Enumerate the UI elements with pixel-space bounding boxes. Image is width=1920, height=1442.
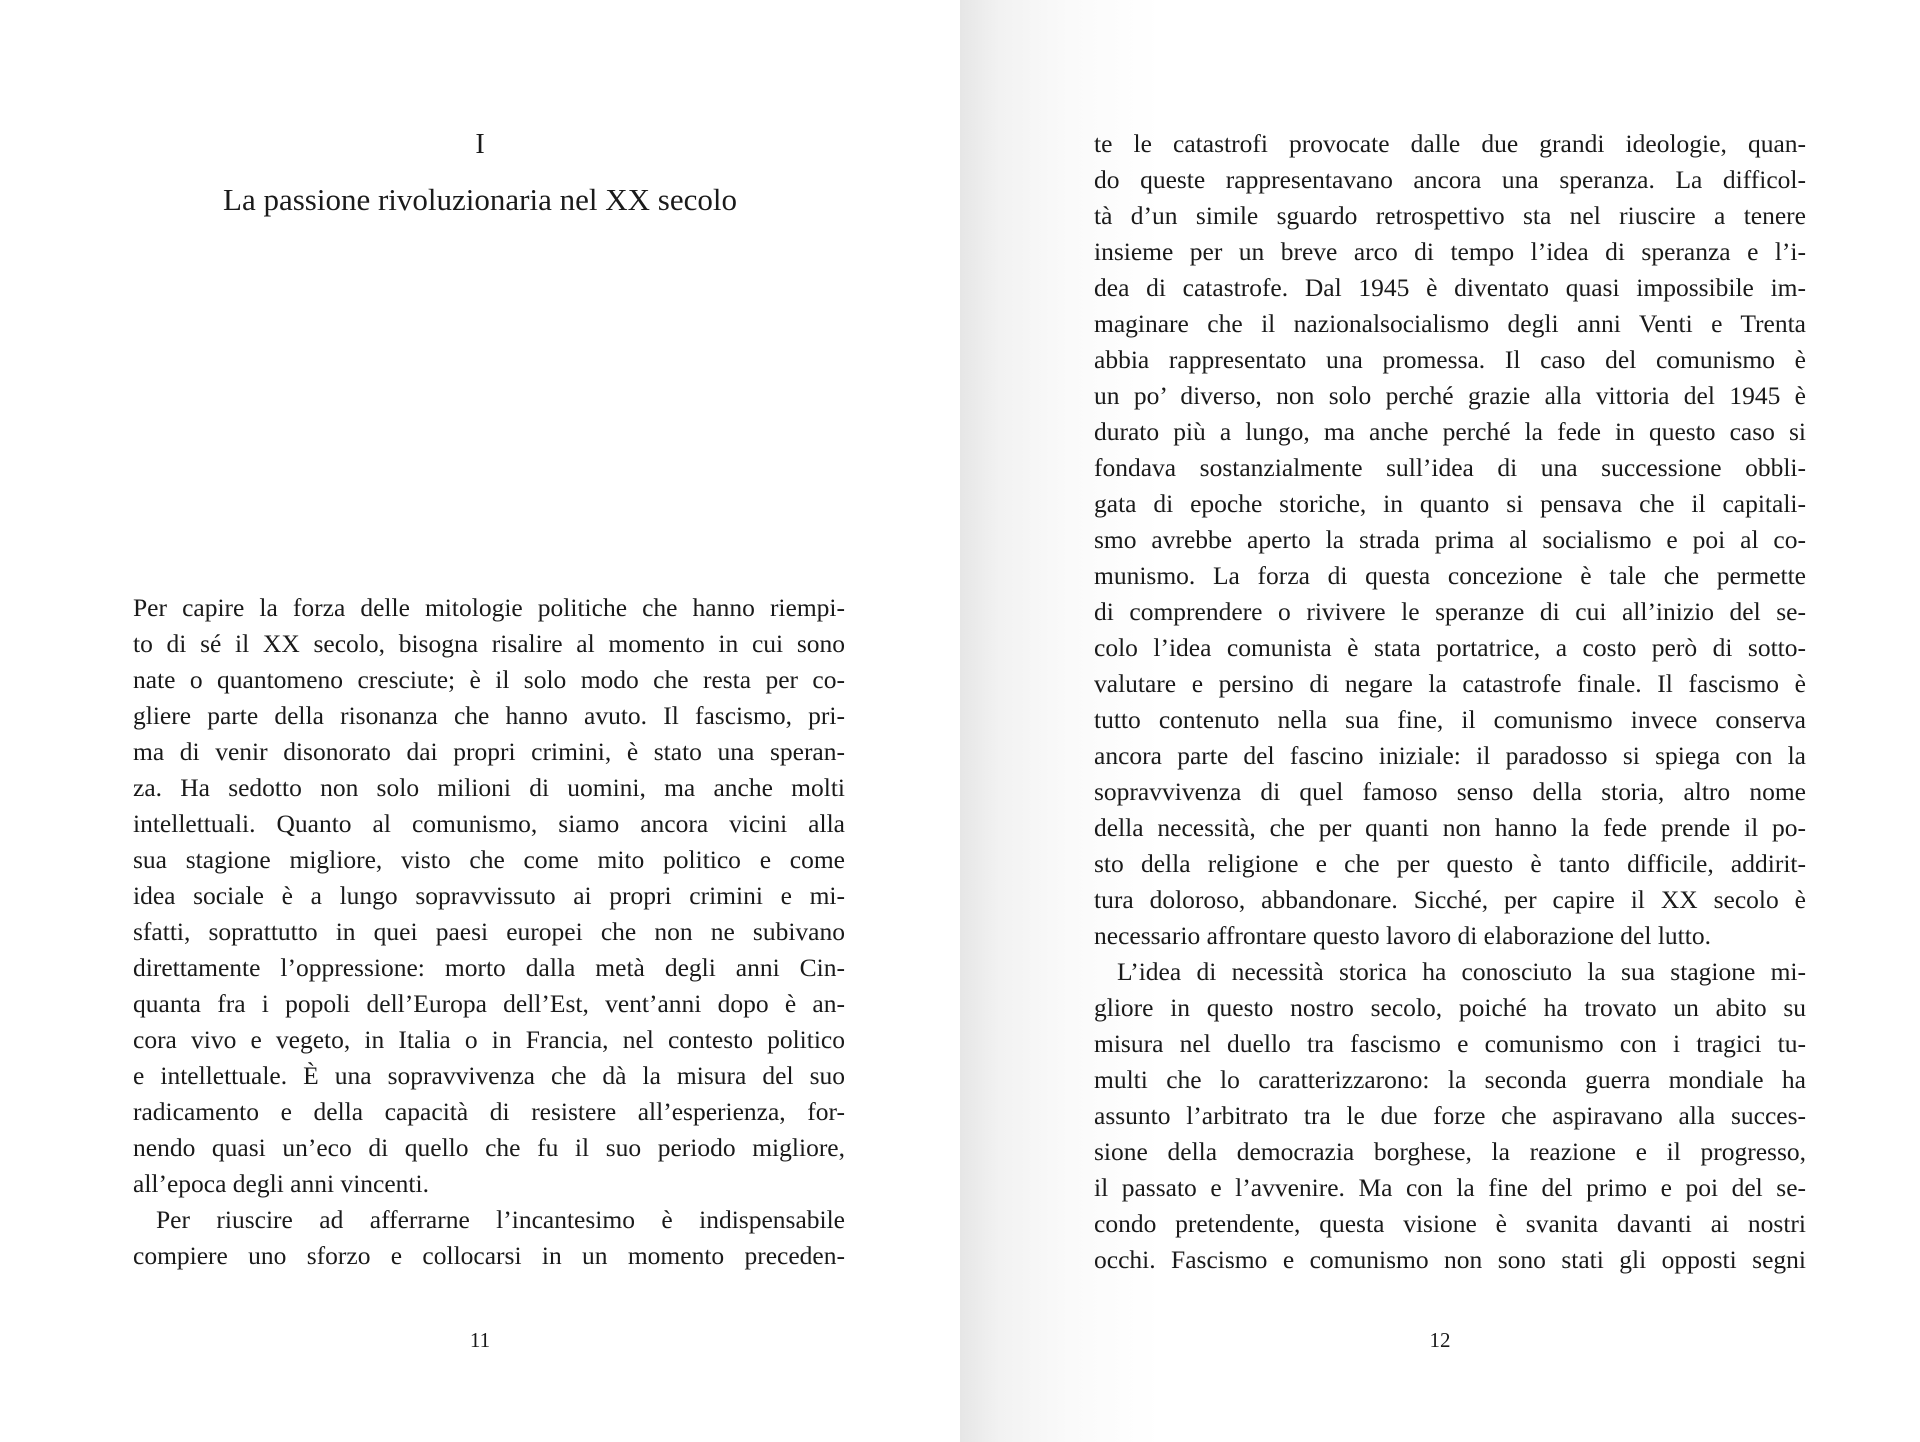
text-line: ma di venir disonorato dai propri crimini, è stato una speran- xyxy=(133,737,845,766)
text-line: tura doloroso, abbandonare. Sicché, per capire il XX secolo è xyxy=(1094,885,1806,914)
right-body-text xyxy=(1094,126,1806,1278)
text-line: occhi. Fascismo e comunismo non sono stati gli opposti segni xyxy=(1094,1245,1806,1274)
text-line: idea sociale è a lungo sopravvissuto ai propri crimini e mi- xyxy=(133,881,845,910)
text-line: di comprendere o rivivere le speranze di cui all’inizio del se- xyxy=(1094,597,1806,626)
text-line: abbia rappresentato una promessa. Il caso del comunismo è xyxy=(1094,345,1806,374)
text-line: nendo quasi un’eco di quello che fu il suo periodo migliore, xyxy=(133,1133,845,1162)
text-line: compiere uno sforzo e collocarsi in un momento preceden- xyxy=(133,1241,845,1270)
text-line: durato più a lungo, ma anche perché la fede in questo caso si xyxy=(1094,417,1806,446)
text-line: L’idea di necessità storica ha conosciuto la sua stagione mi- xyxy=(1117,957,1806,986)
text-line: gata di epoche storiche, in quanto si pensava che il capitali- xyxy=(1094,489,1806,518)
text-line: assunto l’arbitrato tra le due forze che aspiravano alla succes- xyxy=(1094,1101,1806,1130)
text-line: un po’ diverso, non solo perché grazie alla vittoria del 1945 è xyxy=(1094,381,1806,410)
text-line: sfatti, soprattutto in quei paesi europei che non ne subivano xyxy=(133,917,845,946)
chapter-number: I xyxy=(475,129,485,160)
text-line: radicamento e della capacità di resistere all’esperienza, for- xyxy=(133,1097,845,1126)
text-line: sione della democrazia borghese, la reazione e il progresso, xyxy=(1094,1137,1806,1166)
page-number: 11 xyxy=(469,1328,491,1352)
right-page xyxy=(960,0,1920,1442)
text-line: gliore in questo nostro secolo, poiché ha trovato un abito su xyxy=(1094,993,1806,1022)
text-line: il passato e l’avvenire. Ma con la fine del primo e poi del se- xyxy=(1094,1173,1806,1202)
text-line: sua stagione migliore, visto che come mito politico e come xyxy=(133,845,845,874)
text-line: do queste rappresentavano ancora una speranza. La difficol- xyxy=(1094,165,1806,194)
text-line: quanta fra i popoli dell’Europa dell’Est, vent’anni dopo è an- xyxy=(133,989,845,1018)
text-line: e intellettuale. È una sopravvivenza che dà la misura del suo xyxy=(133,1061,845,1090)
text-line: direttamente l’oppressione: morto dalla metà degli anni Cin- xyxy=(133,953,845,982)
page-number: 12 xyxy=(1429,1328,1451,1352)
text-line: insieme per un breve arco di tempo l’idea di speranza e l’i- xyxy=(1094,237,1806,266)
text-line: to di sé il XX secolo, bisogna risalire al momento in cui sono xyxy=(133,629,845,658)
text-line: munismo. La forza di questa concezione è tale che permette xyxy=(1094,561,1806,590)
left-body-text xyxy=(133,590,845,1274)
text-line: sopravvivenza di quel famoso senso della storia, altro nome xyxy=(1094,777,1806,806)
text-line: colo l’idea comunista è stata portatrice, a costo però di sotto- xyxy=(1094,633,1806,662)
text-line: dea di catastrofe. Dal 1945 è diventato quasi impossibile im- xyxy=(1094,273,1806,302)
text-line: smo avrebbe aperto la strada prima al socialismo e poi al co- xyxy=(1094,525,1806,554)
text-line: cora vivo e vegeto, in Italia o in Francia, nel contesto politico xyxy=(133,1025,845,1054)
text-line: multi che lo caratterizzarono: la seconda guerra mondiale ha xyxy=(1094,1065,1806,1094)
text-line: te le catastrofi provocate dalle due grandi ideologie, quan- xyxy=(1094,129,1806,158)
text-line: misura nel duello tra fascismo e comunismo con i tragici tu- xyxy=(1094,1029,1806,1058)
text-line: fondava sostanzialmente sull’idea di una successione obbli- xyxy=(1094,453,1806,482)
text-line: gliere parte della risonanza che hanno avuto. Il fascismo, pri- xyxy=(133,701,845,730)
text-line: necessario affrontare questo lavoro di elaborazione del lutto. xyxy=(1094,921,1711,950)
text-line: all’epoca degli anni vincenti. xyxy=(133,1169,429,1198)
text-line: intellettuali. Quanto al comunismo, siamo ancora vicini alla xyxy=(133,809,845,838)
text-line: della necessità, che per quanti non hanno la fede prende il po- xyxy=(1094,813,1806,842)
text-line: za. Ha sedotto non solo milioni di uomini, ma anche molti xyxy=(133,773,845,802)
text-line: Per riuscire ad afferrarne l’incantesimo è indispensabile xyxy=(156,1205,845,1234)
text-line: maginare che il nazionalsocialismo degli anni Venti e Trenta xyxy=(1094,309,1806,338)
text-line: condo pretendente, questa visione è svanita davanti ai nostri xyxy=(1094,1209,1806,1238)
text-line: sto della religione e che per questo è tanto difficile, addirit- xyxy=(1094,849,1806,878)
text-line: tutto contenuto nella sua fine, il comunismo invece conserva xyxy=(1094,705,1806,734)
chapter-title: La passione rivoluzionaria nel XX secolo xyxy=(223,182,737,217)
text-line: Per capire la forza delle mitologie politiche che hanno riempi- xyxy=(133,593,845,622)
text-line: tà d’un simile sguardo retrospettivo sta nel riuscire a tenere xyxy=(1094,201,1806,230)
text-line: ancora parte del fascino iniziale: il paradosso si spiega con la xyxy=(1094,741,1806,770)
text-line: nate o quantomeno cresciute; è il solo modo che resta per co- xyxy=(133,665,845,694)
text-line: valutare e persino di negare la catastrofe finale. Il fascismo è xyxy=(1094,669,1806,698)
